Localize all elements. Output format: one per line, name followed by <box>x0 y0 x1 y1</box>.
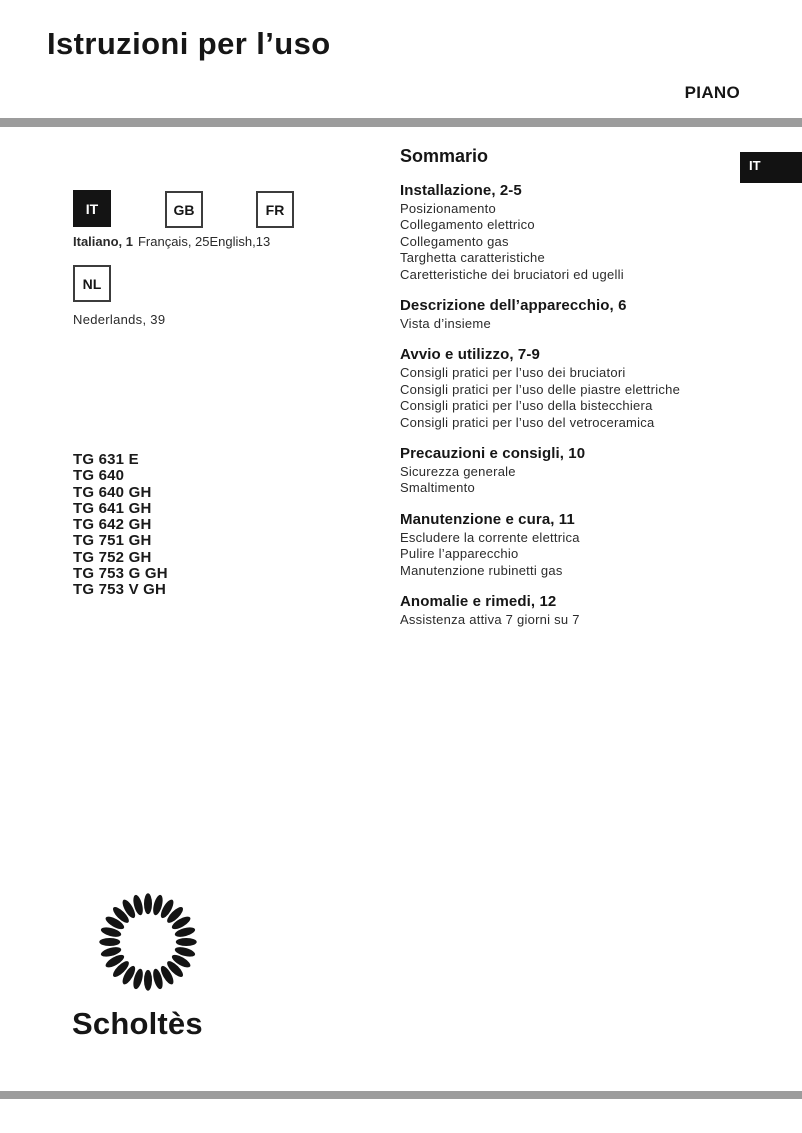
model-item: TG 640 GH <box>73 483 152 501</box>
top-divider <box>0 118 802 127</box>
language-side-tab: IT <box>740 152 802 183</box>
toc-section-manutenzione <box>400 511 710 579</box>
toc-item: Smaltimento <box>400 480 475 496</box>
lang-ref-french: Français, 25 <box>137 234 210 249</box>
toc-item: Posizionamento <box>400 201 496 216</box>
scholtes-sunburst-icon <box>92 886 204 998</box>
toc-item: Collegamento elettrico <box>400 217 535 233</box>
toc-section-installazione <box>400 182 710 283</box>
lang-ref-dutch: Nederlands, 39 <box>73 312 166 327</box>
bottom-divider <box>0 1091 802 1099</box>
toc-item: Pulire l’apparecchio <box>400 546 519 562</box>
toc-item: Manutenzione rubinetti gas <box>400 562 563 578</box>
model-item: TG 751 GH <box>73 532 152 550</box>
toc-section-descrizione <box>400 297 710 332</box>
toc-heading: Installazione, 2-5 <box>400 182 522 199</box>
toc-item: Escludere la corrente elettrica <box>400 529 580 545</box>
model-item: TG 631 E <box>73 451 139 468</box>
lang-box-fr: FR <box>256 191 294 228</box>
lang-box-nl: NL <box>73 265 111 302</box>
toc-heading: Avvio e utilizzo, 7-9 <box>400 346 540 364</box>
table-of-contents <box>400 146 710 643</box>
lang-ref-english: English,13 <box>209 234 271 249</box>
toc-item: Sicurezza generale <box>400 464 516 480</box>
model-item: TG 753 G GH <box>73 565 168 583</box>
toc-item: Collegamento gas <box>400 233 509 249</box>
toc-heading: Precauzioni e consigli, 10 <box>400 445 586 463</box>
toc-title: Sommario <box>400 146 489 166</box>
toc-item: Targhetta caratteristiche <box>400 250 545 266</box>
toc-heading: Descrizione dell’apparecchio, 6 <box>400 297 627 315</box>
toc-item: Consigli pratici per l’uso del vetroceramica <box>400 414 655 430</box>
model-item: TG 752 GH <box>73 548 152 566</box>
toc-heading: Anomalie e rimedi, 12 <box>400 593 557 611</box>
language-page-refs <box>73 234 270 249</box>
product-label: PIANO <box>684 83 740 102</box>
toc-section-precauzioni <box>400 445 710 497</box>
lang-box-gb: GB <box>165 191 203 228</box>
toc-section-anomalie <box>400 593 710 628</box>
model-item: TG 642 GH <box>73 516 152 534</box>
toc-item: Assistenza attiva 7 giorni su 7 <box>400 612 580 628</box>
model-item: TG 753 V GH <box>73 581 167 599</box>
toc-item: Consigli pratici per l’uso delle piastre elettriche <box>400 381 681 397</box>
model-item: TG 641 GH <box>73 499 152 517</box>
toc-item: Vista d’insieme <box>400 316 491 332</box>
toc-item: Consigli pratici per l’uso della bistecchiera <box>400 398 653 414</box>
toc-section-avvio <box>400 346 710 431</box>
model-item: TG 640 <box>73 467 125 485</box>
toc-item: Caretteristiche dei bruciatori ed ugelli <box>400 266 624 282</box>
model-list <box>73 452 168 599</box>
brand-name: Scholtès <box>72 1006 203 1041</box>
lang-box-it: IT <box>73 190 111 227</box>
page-title: Istruzioni per l’uso <box>47 26 331 61</box>
lang-ref-italian: Italiano, 1 <box>73 234 133 249</box>
toc-heading: Manutenzione e cura, 11 <box>400 510 575 528</box>
toc-item: Consigli pratici per l’uso dei bruciatori <box>400 365 626 381</box>
